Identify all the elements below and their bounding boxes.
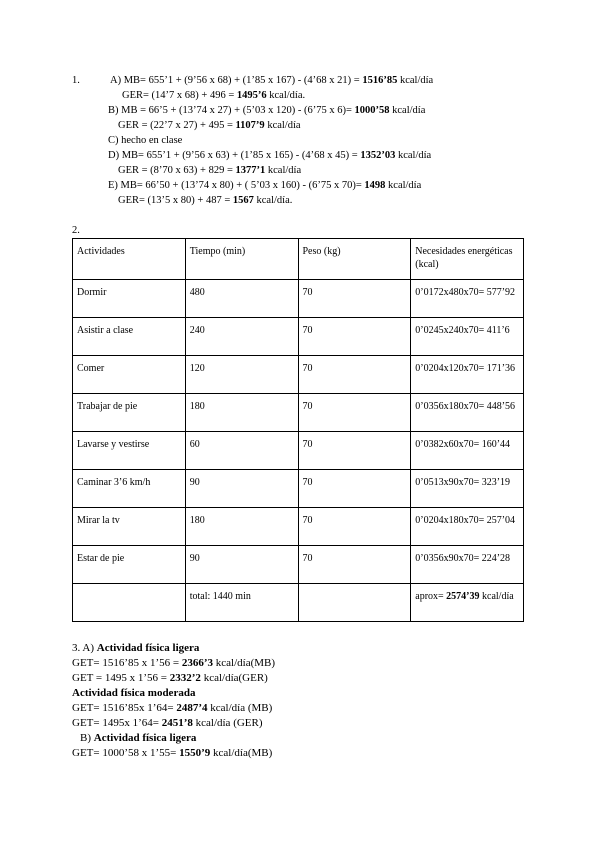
- cell-activity: Dormir: [73, 280, 186, 318]
- cell-activity: Comer: [73, 356, 186, 394]
- cell-time: 180: [185, 508, 298, 546]
- cell-energy: 0’0204x180x70= 257’04: [411, 508, 524, 546]
- header-weight: Peso (kg): [298, 239, 411, 280]
- cell-total-energy: aprox= 2574’39 kcal/día: [411, 584, 524, 622]
- header-time: Tiempo (min): [185, 239, 298, 280]
- energy-needs-table: [72, 238, 524, 622]
- table-row: [73, 470, 524, 508]
- get-moderate-mb: GET= 1516’85x 1’64= 2487’4 kcal/día (MB): [72, 702, 273, 714]
- cell-energy: 0’0513x90x70= 323’19: [411, 470, 524, 508]
- cell-activity: Mirar la tv: [73, 508, 186, 546]
- moderate-activity-title: Actividad física moderada: [72, 687, 196, 699]
- cell-total-empty-2: [298, 584, 411, 622]
- table-header-row: [73, 239, 524, 280]
- cell-weight: 70: [298, 318, 411, 356]
- answer-1d-ger: GER = (8’70 x 63) + 829 = 1377’1 kcal/día: [118, 165, 302, 176]
- cell-weight: 70: [298, 470, 411, 508]
- cell-weight: 70: [298, 432, 411, 470]
- section-3-heading: 3. A) Actividad física ligera: [72, 642, 200, 654]
- answer-1c: C) hecho en clase: [108, 135, 183, 146]
- section-2-number: 2.: [72, 225, 80, 236]
- section-3b-heading: B) Actividad física ligera: [80, 732, 197, 744]
- header-energy: Necesidades energéticas (kcal): [411, 239, 524, 280]
- cell-time: 90: [185, 470, 298, 508]
- section-1-number: 1.: [72, 75, 80, 86]
- answer-1d-mb: D) MB= 655’1 + (9’56 x 63) + (1’85 x 165) - (4’68 x 45) = 1352’03 kcal/día: [108, 150, 432, 161]
- table-row: [73, 508, 524, 546]
- header-activities: Actividades: [73, 239, 186, 280]
- cell-time: 90: [185, 546, 298, 584]
- get-moderate-ger: GET= 1495x 1’64= 2451’8 kcal/día (GER): [72, 717, 263, 729]
- cell-activity: Asistir a clase: [73, 318, 186, 356]
- cell-energy: 0’0382x60x70= 160’44: [411, 432, 524, 470]
- cell-total-time: total: 1440 min: [185, 584, 298, 622]
- table-total-row: [73, 584, 524, 622]
- cell-energy: 0’0204x120x70= 171’36: [411, 356, 524, 394]
- cell-time: 120: [185, 356, 298, 394]
- cell-time: 180: [185, 394, 298, 432]
- table-row: [73, 432, 524, 470]
- cell-weight: 70: [298, 508, 411, 546]
- cell-activity: Estar de pie: [73, 546, 186, 584]
- cell-time: 480: [185, 280, 298, 318]
- answer-1a-ger: GER= (14’7 x 68) + 496 = 1495’6 kcal/día.: [122, 90, 306, 101]
- answer-1e-ger: GER= (13’5 x 80) + 487 = 1567 kcal/día.: [118, 195, 293, 206]
- cell-activity: Caminar 3’6 km/h: [73, 470, 186, 508]
- table-row: [73, 356, 524, 394]
- cell-energy: 0’0245x240x70= 411’6: [411, 318, 524, 356]
- table-row: [73, 546, 524, 584]
- answer-1e-mb: E) MB= 66’50 + (13’74 x 80) + ( 5’03 x 160) - (6’75 x 70)= 1498 kcal/día: [108, 180, 422, 191]
- cell-activity: Trabajar de pie: [73, 394, 186, 432]
- answer-1b-ger: GER = (22’7 x 27) + 495 = 1107’9 kcal/día: [118, 120, 301, 131]
- answer-1b-mb: B) MB = 66’5 + (13’74 x 27) + (5’03 x 120) - (6’75 x 6)= 1000’58 kcal/día: [108, 105, 426, 116]
- cell-weight: 70: [298, 546, 411, 584]
- cell-time: 60: [185, 432, 298, 470]
- cell-time: 240: [185, 318, 298, 356]
- table-row: [73, 394, 524, 432]
- cell-energy: 0’0172x480x70= 577’92: [411, 280, 524, 318]
- get-light-ger: GET = 1495 x 1’56 = 2332’2 kcal/día(GER): [72, 672, 268, 684]
- cell-weight: 70: [298, 280, 411, 318]
- cell-weight: 70: [298, 394, 411, 432]
- cell-energy: 0’0356x90x70= 224’28: [411, 546, 524, 584]
- cell-total-empty: [73, 584, 186, 622]
- get-3b-light-mb: GET= 1000’58 x 1’55= 1550’9 kcal/día(MB): [72, 747, 273, 759]
- cell-activity: Lavarse y vestirse: [73, 432, 186, 470]
- cell-weight: 70: [298, 356, 411, 394]
- table-row: [73, 280, 524, 318]
- table-row: [73, 318, 524, 356]
- get-light-mb: GET= 1516’85 x 1’56 = 2366’3 kcal/día(MB): [72, 657, 276, 669]
- cell-energy: 0’0356x180x70= 448’56: [411, 394, 524, 432]
- answer-1a-mb: A) MB= 655’1 + (9’56 x 68) + (1’85 x 167) - (4’68 x 21) = 1516’85 kcal/día: [110, 75, 434, 86]
